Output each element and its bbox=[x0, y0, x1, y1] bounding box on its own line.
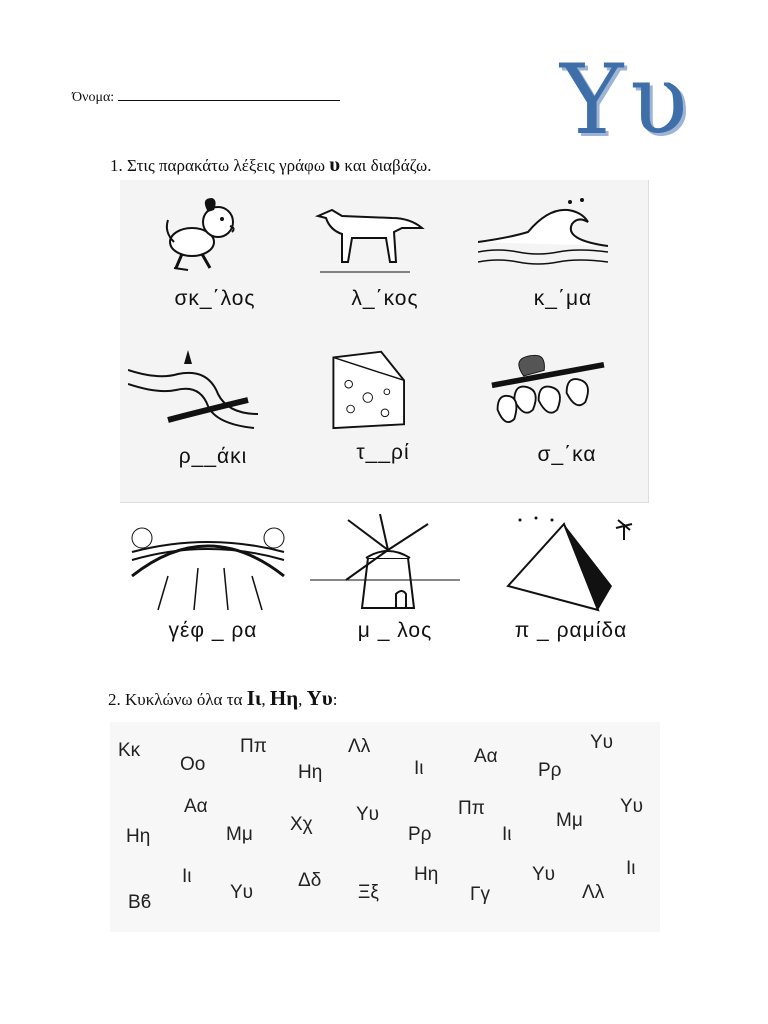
exercise1-instruction bbox=[110, 152, 431, 177]
letter-item[interactable]: Ππ bbox=[240, 736, 267, 757]
fig-icon bbox=[482, 348, 612, 432]
word-s-ka: σ_΄κα bbox=[537, 443, 597, 466]
windmill-icon bbox=[310, 514, 460, 612]
letter-item[interactable]: Ιι bbox=[414, 758, 424, 779]
letter-item[interactable]: Μμ bbox=[556, 810, 583, 831]
word-p-ramida: π _ ραμίδα bbox=[514, 619, 628, 642]
letter-item[interactable]: Βϐ bbox=[128, 892, 152, 913]
letter-item[interactable]: Ξξ bbox=[358, 882, 379, 903]
word-cell-stream bbox=[128, 350, 298, 469]
letter-item[interactable]: Υυ bbox=[532, 864, 556, 885]
exercise2-target-eta: Ηη bbox=[269, 686, 299, 710]
letter-item[interactable]: Οο bbox=[180, 754, 206, 775]
wolf-icon bbox=[300, 192, 430, 276]
letter-item[interactable]: Ππ bbox=[458, 798, 485, 819]
cheese-icon bbox=[298, 346, 428, 430]
letter-item[interactable]: Υυ bbox=[620, 796, 644, 817]
letter-item[interactable]: Ιι bbox=[626, 858, 636, 879]
letter-item[interactable]: Γγ bbox=[470, 884, 490, 905]
stream-icon bbox=[128, 350, 258, 434]
exercise2-target-upsilon: Υυ bbox=[306, 686, 333, 710]
dog-icon bbox=[130, 192, 260, 276]
exercise1-text-before: Στις παρακάτω λέξεις γράφω bbox=[127, 156, 326, 175]
letter-item[interactable]: Λλ bbox=[582, 882, 605, 903]
exercise1-letter: υ bbox=[329, 152, 341, 176]
word-cell-wave bbox=[478, 192, 648, 311]
name-blank-line[interactable] bbox=[118, 88, 340, 101]
word-r-aki: ρ__άκι bbox=[178, 445, 248, 468]
word-cell-dog bbox=[130, 192, 300, 311]
word-m-los: μ _ λος bbox=[357, 619, 433, 642]
word-k-ma: κ_΄μα bbox=[533, 287, 593, 310]
pyramid-icon bbox=[486, 514, 646, 612]
name-label: Όνομα: bbox=[72, 90, 115, 105]
letter-item[interactable]: Λλ bbox=[348, 736, 371, 757]
letter-item[interactable]: Υυ bbox=[590, 732, 614, 753]
exercise1-text-after: και διαβάζω. bbox=[344, 156, 432, 175]
letter-item[interactable]: Δδ bbox=[298, 870, 322, 891]
exercise2-number: 2. bbox=[108, 690, 121, 709]
exercise2-instruction: 2. Κυκλώνω όλα τα Ιι, Ηη, Υυ: bbox=[108, 686, 338, 710]
exercise2-target-iota: Ιι bbox=[246, 686, 262, 710]
letter-item[interactable]: Αα bbox=[474, 746, 498, 767]
name-field[interactable] bbox=[72, 88, 340, 106]
letter-item[interactable]: Ηη bbox=[298, 762, 323, 783]
word-gef-ra: γέφ _ ρα bbox=[168, 619, 258, 642]
letter-item[interactable]: Υυ bbox=[356, 804, 380, 825]
exercise2-text-before: Κυκλώνω όλα τα bbox=[125, 690, 243, 709]
letter-item[interactable]: Υυ bbox=[230, 882, 254, 903]
word-cell-bridge bbox=[128, 516, 298, 643]
letter-item[interactable]: Ηη bbox=[414, 864, 439, 885]
letter-item[interactable]: Ρρ bbox=[538, 760, 562, 781]
word-l-kos: λ_΄κος bbox=[351, 287, 419, 310]
word-t-ri: τ__ρί bbox=[356, 441, 410, 464]
word-cell-fig bbox=[482, 348, 652, 467]
letter-item[interactable]: Ιι bbox=[502, 824, 512, 845]
letter-item[interactable]: Αα bbox=[184, 796, 208, 817]
exercise2-colon: : bbox=[332, 690, 338, 709]
word-cell-windmill bbox=[310, 514, 480, 643]
letter-item[interactable]: Κκ bbox=[118, 740, 141, 761]
exercise1-number: 1. bbox=[110, 156, 123, 175]
letter-item[interactable]: Χχ bbox=[290, 814, 313, 835]
letter-item[interactable]: Ρρ bbox=[408, 824, 432, 845]
bridge-icon bbox=[128, 516, 288, 612]
word-cell-pyramid bbox=[486, 514, 656, 643]
letter-item[interactable]: Ιι bbox=[182, 866, 192, 887]
page-title-letters: Υυ bbox=[560, 44, 694, 156]
word-cell-cheese bbox=[298, 346, 468, 465]
word-sk-los: σκ_΄λος bbox=[174, 287, 256, 310]
letter-item[interactable]: Μμ bbox=[226, 824, 253, 845]
wave-icon bbox=[478, 192, 608, 276]
word-cell-wolf bbox=[300, 192, 470, 311]
letter-item[interactable]: Ηη bbox=[126, 826, 151, 847]
